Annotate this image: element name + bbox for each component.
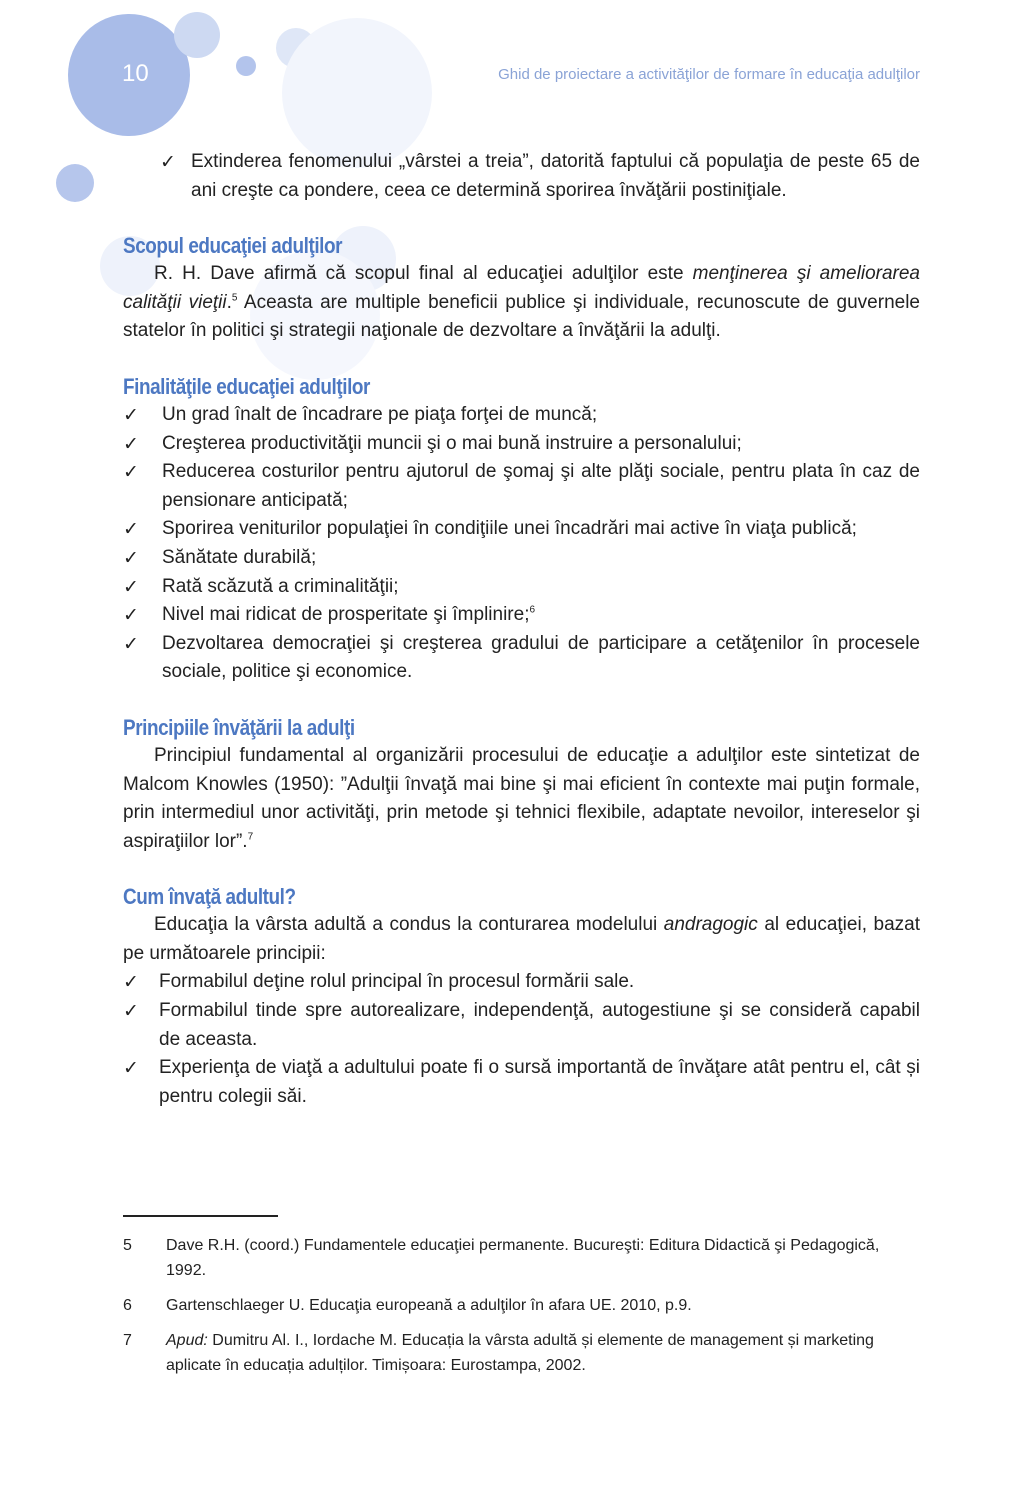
paragraph-principii: Principiul fundamental al organizării procesului de educaţie a adulţilor este sintetizat de Malcom Knowles (1950): ”Adulţii învaţă mai bine şi mai eficient în contexte mai puţin formale, prin intermediul unor activităţi, prin metode şi tehnici flexibile, adaptate nevoilor, intereselor şi aspiraţiilor lor”.$^7$ <box>123 744 920 852</box>
footnote-ref: 5 <box>231 292 238 304</box>
check-icon: ✓ <box>123 518 139 541</box>
footnote: 5 Dave R.H. (coord.) Fundamentele educaţiei permanente. Bucureşti: Editura Didactică şi Pedagogică, 1992. <box>123 1237 880 1279</box>
page-number: 10 <box>122 60 149 87</box>
footnote-ref: 6 <box>529 604 536 616</box>
check-icon: ✓ <box>123 1057 139 1080</box>
intro-list <box>123 148 920 205</box>
list-item: ✓ Nivel mai ridicat de prosperitate şi împlinire;$^6$ <box>123 601 920 630</box>
running-head: Ghid de proiectare a activităţilor de formare în educaţia adulţilor <box>498 66 920 83</box>
footnote-ref: 7 <box>247 831 254 843</box>
check-icon: ✓ <box>123 1000 139 1023</box>
check-icon: ✓ <box>123 604 139 627</box>
footnote-separator <box>123 1215 278 1217</box>
paragraph-cum: Educaţia la vârsta adultă a condus la conturarea modelului andragogic al educaţiei, bazat pe următoarele principii: <box>123 914 920 964</box>
list-item: ✓ Extinderea fenomenului „vârstei a treia”, datorită faptului că populaţia de peste 65 de ani creşte ca pondere, ceea ce determină sporirea învăţării postiniţiale. <box>123 148 920 205</box>
footnote: 7 Apud: Dumitru Al. I., Iordache M. Educația la vârsta adultă și elemente de management și marketing aplicate în educația adulților. Timișoara: Eurostampa, 2002. <box>123 1332 874 1374</box>
section-heading-finalitati: Finalităţile educaţiei adulţilor <box>123 373 370 399</box>
list-item: ✓ Dezvoltarea democraţiei şi creşterea gradului de participare a cetăţenilor în procesele sociale, politice şi economice. <box>123 630 920 687</box>
footnote: 6 Gartenschlaeger U. Educaţia europeană a adulţilor în afara UE. 2010, p.9. <box>123 1297 692 1314</box>
check-icon: ✓ <box>160 151 176 173</box>
check-icon: ✓ <box>123 403 139 426</box>
list-item: ✓ Reducerea costurilor pentru ajutorul de şomaj şi alte plăţi sociale, pentru plata în caz de pensionare anticipată; <box>123 458 920 515</box>
cum-list <box>123 968 920 1111</box>
list-item: ✓ Sănătate durabilă; <box>123 544 920 573</box>
page-body <box>123 148 920 1111</box>
list-item: ✓ Experienţa de viaţă a adultului poate fi o sursă importantă de învăţare atât pentru el, cât și pentru colegii săi. <box>123 1054 920 1111</box>
check-icon: ✓ <box>123 432 139 455</box>
list-item: ✓ Formabilul deţine rolul principal în procesul formării sale. <box>123 968 920 997</box>
section-heading-scop: Scopul educaţiei adulţilor <box>123 233 343 259</box>
footnotes <box>123 1233 920 1388</box>
list-item: ✓ Sporirea veniturilor populaţiei în condiţiile unei încadrări mai active în viaţa publică; <box>123 515 920 544</box>
check-icon: ✓ <box>123 575 139 598</box>
check-icon: ✓ <box>123 461 139 484</box>
decor-bubble-faint <box>282 18 432 168</box>
decor-bubble-small <box>174 12 220 58</box>
list-item: ✓ Un grad înalt de încadrare pe piaţa forţei de muncă; <box>123 401 920 430</box>
check-icon: ✓ <box>123 971 139 994</box>
paragraph-scop: R. H. Dave afirmă că scopul final al educaţiei adulţilor este menţinerea şi ameliorarea calităţii vieţii.$^5$ Aceasta are multiple beneficii publice şi individuale, recunoscute de guvernele statelor în politici şi strategii naţionale de dezvoltare a învăţării la adulţi. <box>123 263 920 342</box>
decor-bubble-dot <box>236 56 256 76</box>
check-icon: ✓ <box>123 632 139 655</box>
section-heading-principii: Principiile învăţării la adulţi <box>123 714 355 740</box>
list-item: ✓ Creşterea productivităţii muncii şi o mai bună instruire a personalului; <box>123 430 920 459</box>
list-item: ✓ Rată scăzută a criminalităţii; <box>123 573 920 602</box>
decor-bubble-left <box>56 164 94 202</box>
check-icon: ✓ <box>123 546 139 569</box>
list-item: ✓ Formabilul tinde spre autorealizare, independenţă, autogestiune şi se consideră capabil de aceasta. <box>123 997 920 1054</box>
finalitati-list <box>123 401 920 687</box>
section-heading-cum: Cum învaţă adultul? <box>123 884 296 910</box>
